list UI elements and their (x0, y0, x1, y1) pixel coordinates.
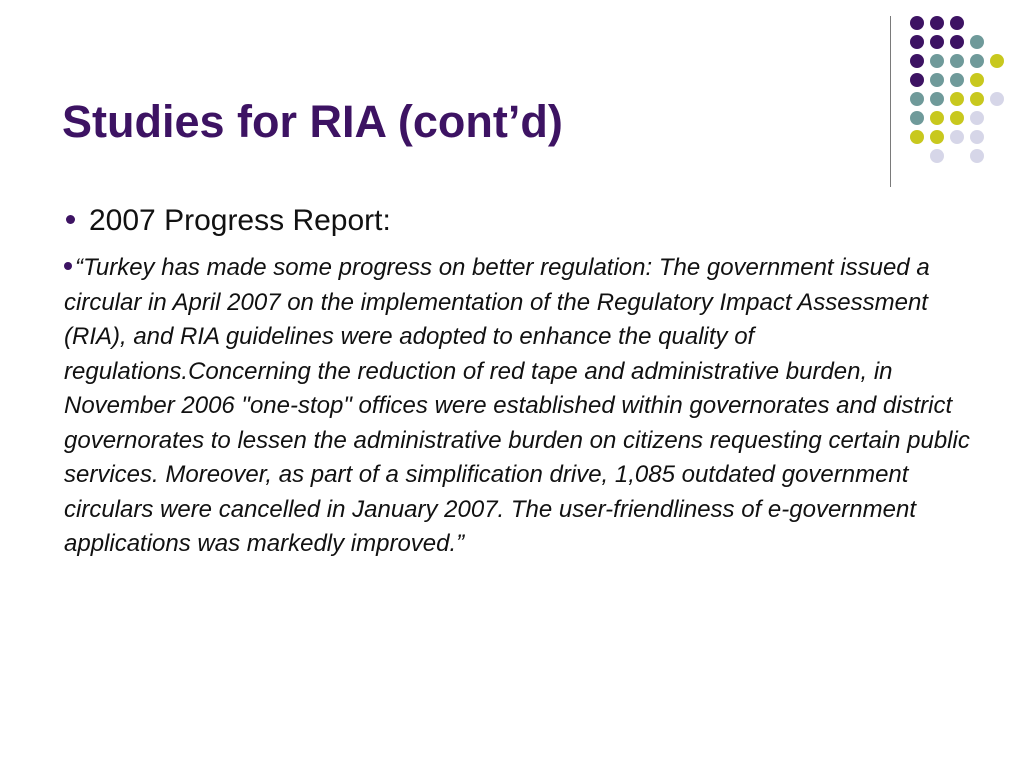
sub-bullet-dot-icon (64, 262, 72, 270)
decor-dot (930, 16, 944, 30)
decor-dot (910, 111, 924, 125)
decor-dot (910, 92, 924, 106)
decor-dot (930, 111, 944, 125)
decor-dot (970, 54, 984, 68)
decor-dot (930, 35, 944, 49)
decor-dot (910, 130, 924, 144)
decor-dot (990, 92, 1004, 106)
quote-paragraph (64, 251, 974, 562)
decor-dot (950, 111, 964, 125)
decor-dot (950, 16, 964, 30)
decor-dot (950, 54, 964, 68)
bullet-text: 2007 Progress Report: (89, 204, 391, 237)
decor-dot (930, 149, 944, 163)
decor-dot (930, 73, 944, 87)
decor-dot (910, 54, 924, 68)
decor-dot (910, 73, 924, 87)
decor-dot (970, 149, 984, 163)
decor-dot (970, 111, 984, 125)
decor-dot (910, 35, 924, 49)
title-divider (890, 16, 891, 187)
decor-dot (910, 16, 924, 30)
decor-dot (930, 92, 944, 106)
quote-text: “Turkey has made some progress on better regulation: The government issued a circular in April 2007 on the implementation of the Regulatory Impact Assessment (RIA), and RIA guidelines were adopted to enhance the quality of regulations.Concerning the reduction of red tape and administrative burden, in November 2006 "one-stop" offices were established within governorates and district governorates to lessen the administrative burden on citizens requesting certain public services. Moreover, as part of a simplification drive, 1,085 outdated government circulars were cancelled in January 2007. The user-friendliness of e-government applications was markedly improved.” (64, 254, 970, 557)
decor-dot (950, 130, 964, 144)
decor-dot (950, 92, 964, 106)
decor-dot (970, 35, 984, 49)
decor-dot (990, 54, 1004, 68)
decor-dot (930, 130, 944, 144)
decor-dot (970, 73, 984, 87)
bullet-dot-icon (66, 215, 75, 224)
decor-dot (970, 92, 984, 106)
decorative-dot-grid (905, 10, 1005, 170)
decor-dot (950, 73, 964, 87)
decor-dot (930, 54, 944, 68)
bullet-item (66, 199, 866, 243)
decor-dot (970, 130, 984, 144)
slide-title: Studies for RIA (cont’d) (62, 96, 563, 147)
decor-dot (950, 35, 964, 49)
